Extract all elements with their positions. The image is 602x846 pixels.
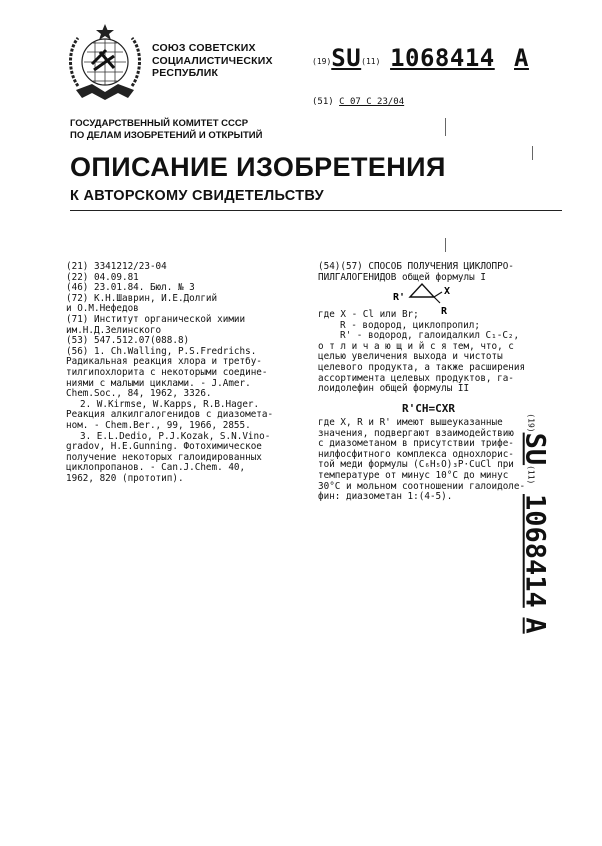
biblio-line: Chem.Soc., 84, 1962, 3326. [66,388,212,400]
biblio-line: ном. - Chem.Ber., 99, 1966, 2855. [66,419,251,431]
union-line-1: СОЮЗ СОВЕТСКИХ [152,42,256,54]
ussr-emblem [66,22,144,104]
scan-tick [445,238,446,252]
union-line-2: СОЦИАЛИСТИЧЕСКИХ [152,54,273,67]
biblio-line: и О.М.Нефедов [66,303,139,315]
formula-1-x: X [444,286,451,297]
committee-name [70,118,262,142]
side-country-code: SU [519,432,551,465]
claim-line: нилфосфитного комплекса однохлорис- [318,448,514,460]
biblio-line: Радикальная реакция хлора и третбу- [66,356,262,368]
claim-line: целью увеличения выхода и чистоты [318,351,503,363]
code-19: (19) [312,57,332,66]
biblio-line: (21) 3341212/23-04 [66,261,167,272]
biblio-line: Реакция алкилгалогенидов с диазомета- [66,409,274,421]
biblio-line: 3. E.L.Dedio, P.J.Kozak, S.N.Vino- [80,430,271,442]
ipc-class-line [312,97,404,107]
claim-line: где X - Cl или Br; [318,309,419,320]
claim-line: ПИЛГАЛОГЕНИДОВ общей формулы I [318,271,486,283]
biblio-line: (71) Институт органической химии [66,313,246,325]
claim-line: фин: диазометан 1:(4-5). [318,491,453,503]
code-11: (11) [361,57,381,66]
claim-line: 30°С и мольном соотношении галоидоле- [318,480,526,492]
scan-tick [445,118,446,136]
biblio-line: циклопропанов. - Can.J.Chem. 40, [66,462,246,474]
claim-line: лоидолефин общей формулы II [318,383,470,395]
claim-line: (54)(57) СПОСОБ ПОЛУЧЕНИЯ ЦИКЛОПРО- [318,261,514,272]
patent-number: 1068414 [390,44,495,72]
header-rule [70,210,562,211]
claim-line: ассортимента целевых продуктов, га- [318,372,514,384]
biblio-line: 2. W.Kirmse, W.Kapps, R.B.Hager. [80,398,260,410]
document-subtitle: К АВТОРСКОМУ СВИДЕТЕЛЬСТВУ [70,188,324,204]
claim-line: R' - водород, галоидалкил С₁-С₂, [340,330,520,342]
patent-kind: A [514,44,529,72]
claim-line: с диазометаном в присутствии трифе- [318,438,514,450]
claim-line: температуре от минус 10°С до минус [318,469,509,481]
biblio-line: (53) 547.512.07(088.8) [66,335,190,347]
biblio-line: получение некоторых галоидированных [66,451,262,463]
side-patent-number [505,378,565,668]
formula-2: R'CH=CXR [402,402,455,415]
union-line-3: РЕСПУБЛИК [152,67,219,79]
side-kind: A [519,616,551,634]
claim-line: где X, R и R' имеют вышеуказанные [318,417,503,428]
country-code: SU [331,44,362,72]
document-title: ОПИСАНИЕ ИЗОБРЕТЕНИЯ [70,152,446,182]
claim-definitions [318,310,525,395]
formula-1-r: R [441,306,448,317]
biblio-line: (22) 04.09.81 [66,271,139,283]
union-name [152,42,273,80]
committee-line-1: ГОСУДАРСТВЕННЫЙ КОМИТЕТ СССР [70,118,249,129]
biblio-line: (56) 1. Ch.Walling, P.S.Fredrichs. [66,345,257,357]
committee-line-2: ПО ДЕЛАМ ИЗОБРЕТЕНИЙ И ОТКРЫТИЙ [70,130,263,141]
code-51: (51) [312,97,334,107]
biblio-line: им.Н.Д.Зелинского [66,324,162,336]
claim-conditions [318,418,525,503]
formula-1-r-prime: R' [393,292,406,303]
biblio-line: gradov, H.E.Gunning. Фотохимическое [66,441,262,453]
claim-line: R - водород, циклопропил; [340,319,480,331]
side-number: 1068414 [519,493,551,608]
biblio-line: тилгипохлорита с некоторыми соедине- [66,366,268,378]
side-code-11: (11) [526,464,536,484]
scan-tick [532,146,533,160]
ipc-class: С 07 С 23/04 [339,97,405,107]
bibliographic-data [66,262,273,484]
biblio-line: (46) 23.01.84. Бюл. № 3 [66,282,195,294]
claim-line: о т л и ч а ю щ и й с я тем, что, с [318,340,514,352]
claim-line: значения, подвергают взаимодействию [318,427,514,439]
patent-number-line [312,44,529,72]
biblio-line: (72) К.Н.Шаврин, И.Е.Долгий [66,292,218,304]
claim-line: целевого продукта, а также расширения [318,361,526,373]
biblio-line: 1962, 820 (прототип). [66,472,184,484]
side-code-19: (19) [526,412,536,433]
claim-line: той меди формулы (C₆H₅O)₃P·CuCl при [318,459,514,471]
biblio-line: ниями с малыми циклами. - J.Amer. [66,377,251,389]
